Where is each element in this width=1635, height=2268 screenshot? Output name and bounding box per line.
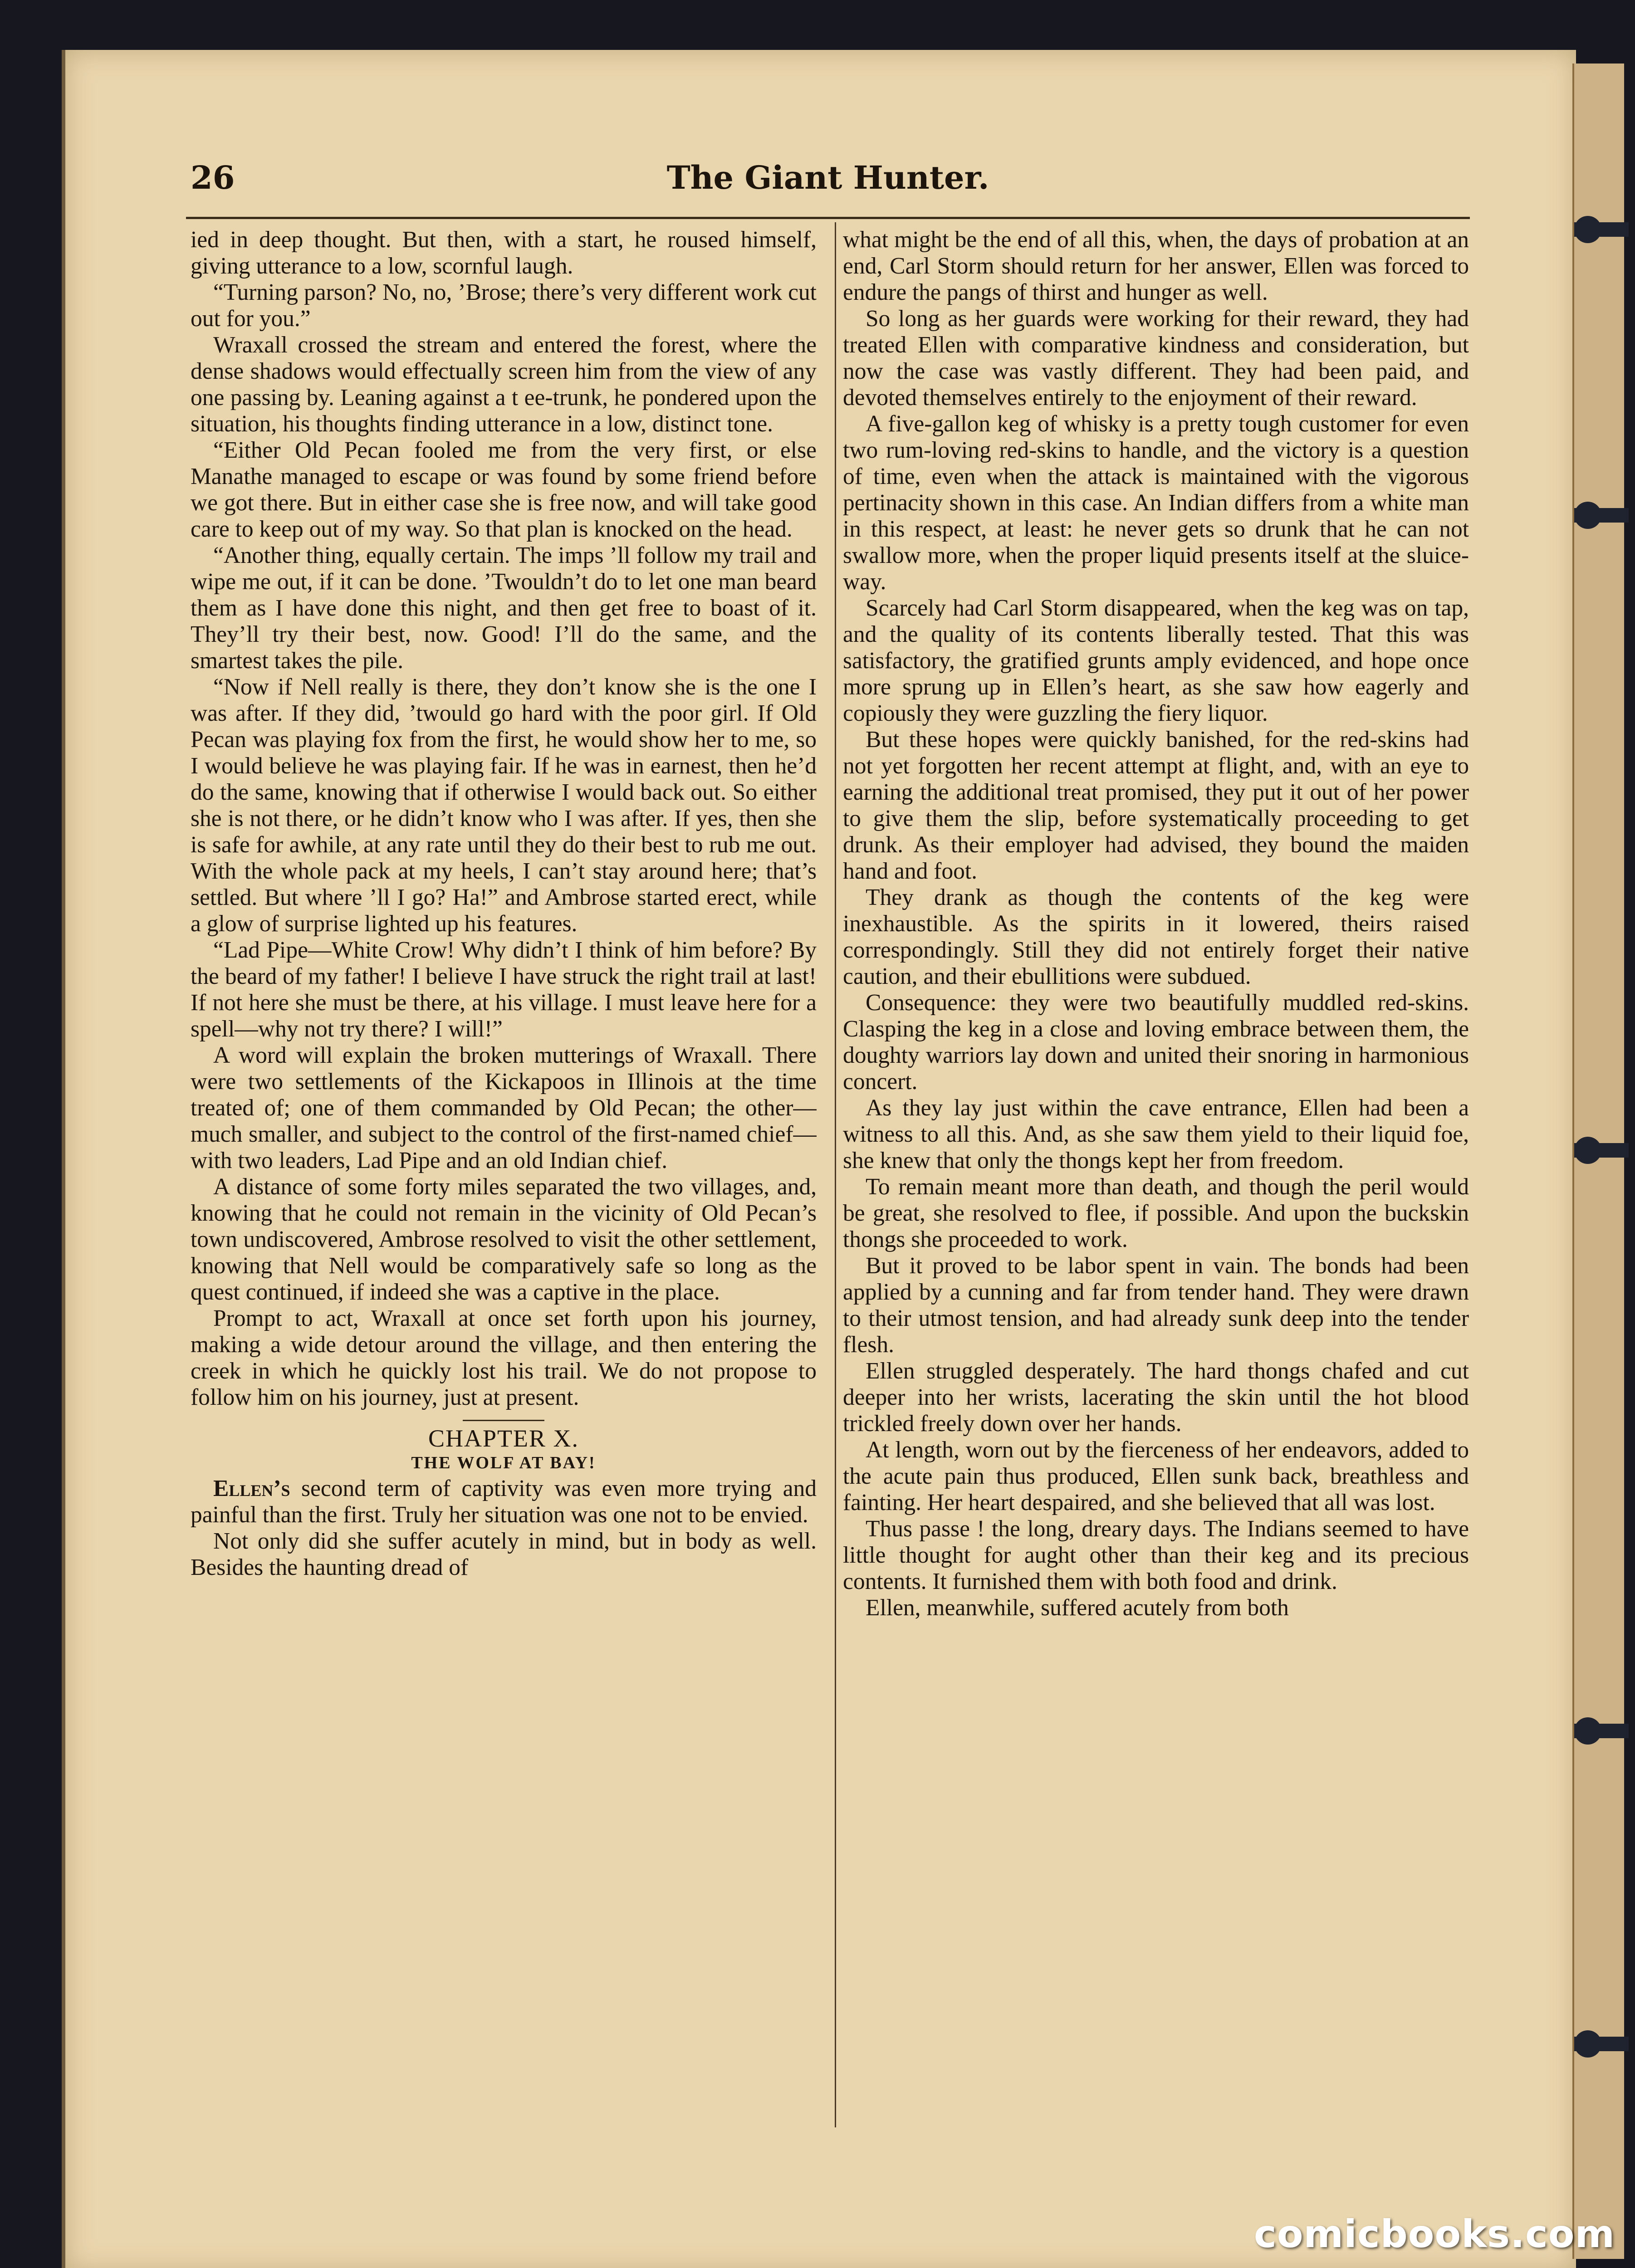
binding-staple [1574,1724,1629,1738]
paragraph: A five-gallon keg of whisky is a pretty tough customer for even two rum-loving red-skins to handle, and the victory is a question of time, even when the attack is maintained with the vigorous pertinacity shown in this case. An Indian differs from a white man in this respect, at least: he never gets so drunk that he can not swallow more, when the proper liquid presents itself at the sluice-way. [843,411,1469,595]
lead-word: Ellen’s [213,1476,290,1501]
column-divider [835,222,836,2127]
paragraph: Consequence: they were two beautifully muddled red-skins. Clasping the keg in a close and loving embrace between them, the doughty warriors lay down and united their snoring in harmonious concert. [843,990,1469,1095]
binding-staple [1574,222,1629,237]
binding-staple [1574,508,1629,523]
paragraph: At length, worn out by the fierceness of her endeavors, added to the acute pain thus produced, Ellen sunk back, breathless and fainting. Her heart despaired, and she believed that all was lost. [843,1437,1469,1515]
right-column [843,227,1469,2123]
chapter-subtitle: THE WOLF AT BAY! [411,1453,596,1472]
paragraph: “Now if Nell really is there, they don’t know she is the one I was after. If they did, ’twould go hard with the poor girl. If Old Pecan was playing fox from the first, he would show her to me, so I would believe he was playing fair. If he was in earnest, then he’d do the same, knowing that if otherwise I would back out. So either she is not there, or he didn’t know who I was after. If yes, then she is safe for awhile, at any rate until they do their best to rub me out. With the whole pack at my heels, I can’t stay around here; that’s settled. But where ’ll I go? Ha!” and Ambrose started erect, while a glow of surprise lighted up his features. [191,674,817,937]
paragraph: So long as her guards were working for their reward, they had treated Ellen with comparative kindness and consideration, but now the case was vastly different. They had been paid, and devoted themselves entirely to the enjoyment of their reward. [843,306,1469,411]
chapter-title: CHAPTER X. [428,1425,579,1452]
paragraph: A distance of some forty miles separated the two villages, and, knowing that he could not remain in the vicinity of Old Pecan’s town undiscovered, Ambrose resolved to visit the other settlement, knowing that Nell would be comparatively safe so long as the quest continued, if indeed she was a captive in the place. [191,1174,817,1305]
paragraph: Prompt to act, Wraxall at once set forth upon his journey, making a wide detour around the village, and then entering the creek in which he quickly lost his trail. We do not propose to follow him on his journey, just at present. [191,1305,817,1410]
paragraph: But these hopes were quickly banished, for the red-skins had not yet forgotten her recent attempt at flight, and, with an eye to earning the additional treat promised, they put it out of her power to give them the slip, before systematically proceeding to get drunk. As their employer had advised, they bound the maiden hand and foot. [843,727,1469,884]
paragraph: Ellen, meanwhile, suffered acutely from both [866,1595,1289,1621]
binding-staple [1574,1143,1629,1158]
paragraph: As they lay just within the cave entrance, Ellen had been a witness to all this. And, as she saw them yield to their liquid foe, she knew that only the thongs kept her from freedom. [843,1095,1469,1173]
page-header [186,159,1470,213]
header-rule [186,217,1470,219]
watermark: comicbooks.com [1254,2212,1615,2256]
paragraph: But it proved to be labor spent in vain. The bonds had been applied by a cunning and far from tender hand. They were drawn to their utmost tension, and had already sunk deep into the tender flesh. [843,1253,1469,1358]
paragraph: Thus passe ! the long, dreary days. The Indians seemed to have little thought for aught other than their keg and its precious contents. It furnished them with both food and drink. [843,1516,1469,1594]
chapter-rule [463,1420,544,1421]
paragraph: A word will explain the broken mutterings of Wraxall. There were two settlements of the Kickapoos in Illinois at the time treated of; one of them commanded by Old Pecan; the other—much smaller, and subject to the control of the first-named chief—with two leaders, Lad Pipe and an old Indian chief. [191,1042,817,1173]
paragraph: Scarcely had Carl Storm disappeared, when the keg was on tap, and the quality of its contents liberally tested. That this was satisfactory, the gratified grunts amply evidenced, and hope once more sprung up in Ellen’s heart, as she saw how eagerly and copiously they were guzzling the fiery liquor. [843,595,1469,726]
paragraph: “Another thing, equally certain. The imps ’ll follow my trail and wipe me out, if it can be done. ’Twouldn’t do to let one man beard them as I have done this night, and then get free to boast of it. They’ll try their best, now. Good! I’ll do the same, and the smartest takes the pile. [191,543,817,674]
paragraph: “Turning parson? No, no, ’Brose; there’s very different work cut out for you.” [191,279,817,332]
paragraph: Wraxall crossed the stream and entered the forest, where the dense shadows would effectually screen him from the view of any one passing by. Leaning against a t ee-trunk, he pondered upon the situation, his thoughts finding utterance in a low, distinct tone. [191,332,817,437]
page-number: 26 [191,159,235,196]
paragraph: Not only did she suffer acutely in mind, but in body as well. Besides the haunting dread of [191,1528,817,1580]
paragraph: They drank as though the contents of the keg were inexhaustible. As the spirits in it lowered, theirs raised correspondingly. Still they did not entirely forget their native caution, and their ebullitions were subdued. [843,885,1469,989]
paragraph: what might be the end of all this, when, the days of probation at an end, Carl Storm should return for her answer, Ellen was forced to endure the pangs of thirst and hunger as well. [843,227,1469,305]
running-title: The Giant Hunter. [666,159,989,196]
paragraph: ied in deep thought. But then, with a start, he roused himself, giving utterance to a low, scornful laugh. [191,227,817,279]
paragraph [191,1476,817,1528]
chapter-heading [191,1420,817,1474]
paragraph: To remain meant more than death, and though the peril would be great, she resolved to flee, if possible. And upon the buckskin thongs she proceeded to work. [843,1174,1469,1252]
paragraph: Ellen struggled desperately. The hard thongs chafed and cut deeper into her wrists, lacerating the skin until the hot blood trickled freely down over her hands. [843,1358,1469,1437]
paragraph: “Either Old Pecan fooled me from the very first, or else Manathe managed to escape or was found by some friend before we got there. But in either case she is free now, and will take good care to keep out of my way. So that plan is knocked on the head. [191,437,817,542]
paragraph: “Lad Pipe—White Crow! Why didn’t I think of him before? By the beard of my father! I believe I have struck the right trail at last! If not here she must be there, at his village. I must leave here for a spell—why not try there? I will!” [191,937,817,1042]
paragraph-text: second term of captivity was even more trying and painful than the first. Truly her situation was one not to be envied. [191,1476,817,1528]
binding-staple [1574,2037,1629,2051]
left-column [191,227,817,2123]
